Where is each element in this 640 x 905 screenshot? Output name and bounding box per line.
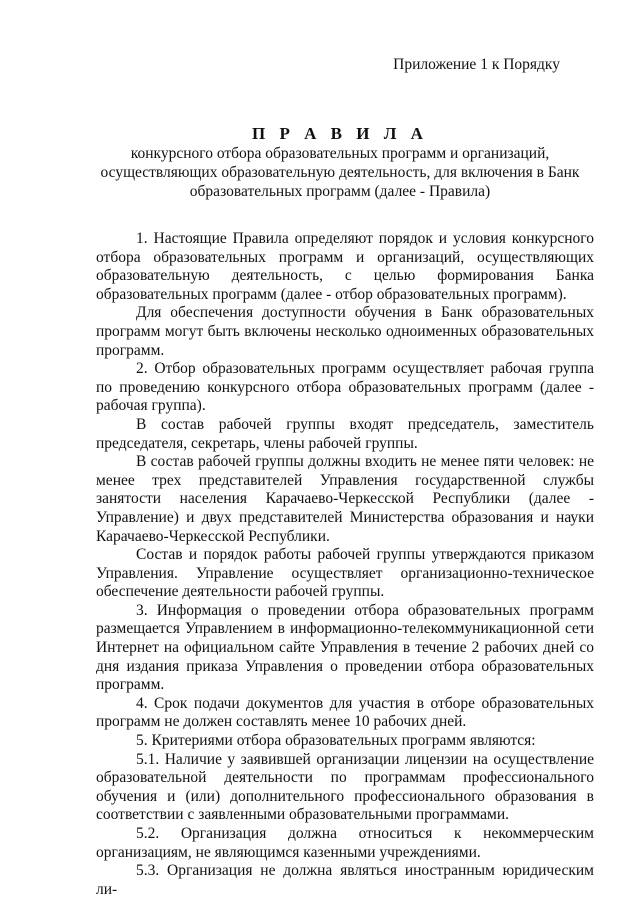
appendix-label: Приложение 1 к Порядку [393,56,560,73]
paragraph-5: В состав рабочей группы должны входить не менее пяти человек: не менее трех представителей Управления государственной службы занятости населения Карачаево-Черкесской Республики (далее - Управление) и двух представителей Министерства образования и науки Карачаево-Черкесской Республики. [96,453,594,545]
document-body [96,230,594,899]
subtitle-line-2: осуществляющих образовательную деятельность, для включения в Банк [100,164,580,181]
paragraph-4: В состав рабочей группы входят председатель, заместитель председателя, секретарь, члены рабочей группы. [96,415,594,452]
paragraph-7: 3. Информация о проведении отбора образовательных программ размещается Управлением в информационно-телекоммуникационной сети Интернет на официальном сайте Управления в течение 2 рабочих дней со дня издания приказа Управления о проведении отбора образовательных программ. [96,601,594,694]
paragraph-1: 1. Настоящие Правила определяют порядок и условия конкурсного отбора образовательных программ и организаций, осуществляющих образовательную деятельность, с целью формирования Банка образовательных программ (далее - отбор образовательных программ). [96,230,594,303]
document-header [0,124,640,201]
paragraph-8: 4. Срок подачи документов для участия в отборе образовательных программ не должен составлять менее 10 рабочих дней. [96,694,594,731]
paragraph-6: Состав и порядок работы рабочей группы утверждаются приказом Управления. Управление осуществляет организационно-техническое обеспечение деятельности рабочей группы. [96,546,594,601]
subtitle-line-1: конкурсного отбора образовательных программ и организаций, [130,145,550,162]
subtitle-line-3: образовательных программ (далее - Правила) [189,183,491,200]
paragraph-10: 5.1. Наличие у заявившей организации лицензии на осуществление образовательной деятельности по программам профессионального обучения и (или) дополнительного профессионального образования в соответствии с заявленными образовательными программами. [96,750,594,824]
paragraph-2: Для обеспечения доступности обучения в Банк образовательных программ могут быть включены несколько одноименных образовательных программ. [96,304,594,359]
document-title: П Р А В И Л А [252,124,428,143]
paragraph-3: 2. Отбор образовательных программ осуществляет рабочая группа по проведению конкурсного отбора образовательных программ (далее - рабочая группа). [96,360,594,415]
paragraph-9: 5. Критериями отбора образовательных программ являются: [136,732,536,750]
paragraph-11: 5.2. Организация должна относиться к некоммерческим организациям, не являющимся казенными учреждениями. [96,825,594,861]
paragraph-12: 5.3. Организация не должна являться иностранным юридическим ли- [96,862,594,898]
